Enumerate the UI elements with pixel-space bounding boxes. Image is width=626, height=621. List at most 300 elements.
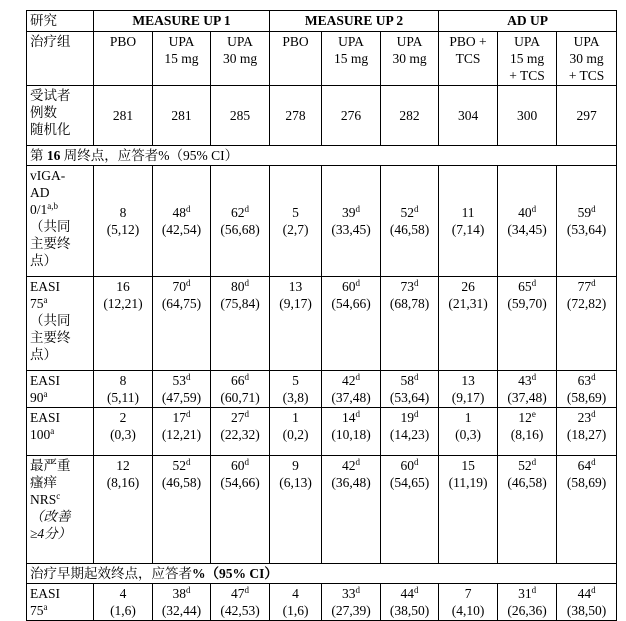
response-rate-cell: [270, 584, 322, 621]
treatment-arm-cell: [270, 32, 322, 86]
response-rate: [214, 585, 266, 602]
confidence-interval: (42,53): [220, 603, 260, 618]
significance-marker: d: [244, 585, 250, 595]
endpoint-label: [27, 456, 94, 564]
confidence-interval: (14,23): [389, 427, 430, 442]
response-percent: 62: [231, 205, 245, 220]
confidence-interval: (1,6): [110, 603, 136, 618]
response-rate: [97, 372, 149, 389]
section-week16-header: [27, 146, 617, 166]
response-rate: [325, 278, 377, 295]
significance-marker: d: [186, 457, 191, 467]
response-rate-cell: [439, 277, 498, 371]
significance-marker: d: [414, 409, 419, 419]
significance-marker: d: [244, 457, 250, 467]
response-rate-cell: [322, 166, 381, 277]
significance-marker: d: [531, 278, 537, 288]
randomized-count-row: [27, 86, 617, 146]
randomized-label-line: 随机化: [30, 122, 71, 137]
confidence-interval: (37,48): [331, 390, 371, 405]
response-rate: [501, 372, 553, 389]
response-rate: [156, 585, 207, 602]
response-rate: [384, 585, 435, 602]
response-percent: 60: [400, 458, 415, 473]
confidence-interval: (54,66): [331, 296, 371, 311]
endpoint-label-text: 最严重: [30, 458, 71, 473]
endpoint-label: [27, 166, 94, 277]
significance-marker: d: [531, 372, 537, 382]
significance-marker: d: [414, 372, 419, 382]
significance-marker: d: [591, 457, 596, 467]
endpoint-label-line: [30, 602, 90, 619]
response-percent: 58: [400, 373, 415, 388]
confidence-interval: (42,54): [161, 222, 202, 237]
confidence-interval: (54,66): [220, 475, 260, 490]
response-percent: 63: [577, 373, 592, 388]
response-rate-cell: [322, 408, 381, 456]
treatment-arm-cell: [153, 32, 211, 86]
significance-marker: d: [531, 457, 537, 467]
response-rate: [384, 204, 435, 221]
confidence-interval: (47,59): [161, 390, 202, 405]
response-rate: [560, 409, 613, 426]
confidence-interval: (56,68): [220, 222, 260, 237]
endpoint-label-line: [30, 389, 90, 406]
endpoint-label-text: EASI: [30, 373, 60, 388]
response-rate: [325, 372, 377, 389]
response-percent: 42: [342, 373, 356, 388]
response-percent: 19: [400, 410, 415, 425]
response-percent: 40: [518, 205, 532, 220]
endpoint-label-line: [30, 167, 90, 184]
response-percent: 26: [461, 279, 475, 294]
response-rate: [214, 372, 266, 389]
endpoint-label-text: EASI: [30, 279, 60, 294]
response-rate-cell: [211, 408, 270, 456]
response-rate-cell: [439, 584, 498, 621]
footnote-marker: a: [50, 426, 55, 436]
response-percent: 13: [461, 373, 475, 388]
confidence-interval: (60,71): [220, 390, 260, 405]
response-rate: [97, 204, 149, 221]
endpoint-note-line: （共同: [30, 219, 71, 234]
response-rate: [560, 278, 613, 295]
footnote-marker: c: [56, 491, 61, 501]
response-rate-cell: [94, 277, 153, 371]
confidence-interval: (54,65): [389, 475, 430, 490]
endpoint-row: [27, 371, 617, 408]
study-measure-up-2: MEASURE UP 2: [270, 11, 439, 32]
randomized-count-cell: 278: [270, 86, 322, 146]
randomized-count-cell: 276: [322, 86, 381, 146]
endpoint-note-line: （共同: [30, 313, 71, 328]
response-rate: [560, 372, 613, 389]
significance-marker: d: [244, 278, 250, 288]
response-rate-cell: [557, 277, 617, 371]
response-percent: 4: [119, 586, 127, 601]
response-percent: 8: [119, 205, 127, 220]
confidence-interval: (8,16): [106, 475, 140, 490]
significance-marker: d: [355, 204, 361, 214]
treatment-arm-cell: [381, 32, 439, 86]
significance-marker: d: [355, 372, 361, 382]
response-percent: 60: [342, 279, 356, 294]
arm-line: PBO: [282, 34, 309, 49]
arm-line: TCS: [455, 51, 481, 66]
endpoint-label-line: [30, 457, 90, 474]
endpoint-note-line: 点）: [30, 347, 57, 362]
response-rate-cell: [153, 166, 211, 277]
response-rate-cell: [439, 371, 498, 408]
confidence-interval: (58,69): [566, 475, 607, 490]
confidence-interval: (9,17): [279, 296, 312, 311]
arm-line: 30 mg: [222, 51, 258, 66]
response-percent: 31: [518, 586, 532, 601]
response-percent: 16: [116, 279, 130, 294]
response-rate-cell: [153, 277, 211, 371]
response-percent: 15: [461, 458, 475, 473]
significance-marker: d: [591, 278, 596, 288]
confidence-interval: (33,45): [331, 222, 371, 237]
endpoint-note-line: 主要终: [30, 330, 71, 345]
endpoint-note-line: 主要终: [30, 236, 71, 251]
treatment-arms-row: [27, 32, 617, 86]
treatment-arm-cell: [498, 32, 557, 86]
confidence-interval: (38,50): [566, 603, 607, 618]
response-rate: [214, 409, 266, 426]
response-rate-cell: [211, 456, 270, 564]
response-percent: 1: [292, 410, 299, 425]
confidence-interval: (36,48): [331, 475, 371, 490]
response-rate: [325, 409, 377, 426]
endpoint-label-line: [30, 426, 90, 443]
endpoint-row: [27, 408, 617, 456]
response-rate-cell: [557, 584, 617, 621]
randomized-count-cell: 300: [498, 86, 557, 146]
response-percent: 1: [464, 410, 472, 425]
response-rate: [442, 409, 494, 426]
section-early-onset-suffix: %（95% CI）: [192, 566, 278, 581]
endpoint-note-line: ≥4分）: [30, 526, 72, 541]
endpoint-label-line: [30, 295, 90, 312]
response-percent: 5: [292, 205, 299, 220]
confidence-interval: (11,19): [448, 475, 488, 490]
confidence-interval: (0,3): [455, 427, 481, 442]
response-rate-cell: [381, 584, 439, 621]
response-percent: 42: [342, 458, 356, 473]
response-rate-cell: [498, 277, 557, 371]
significance-marker: d: [244, 204, 250, 214]
response-rate: [214, 457, 266, 474]
significance-marker: d: [244, 372, 250, 382]
significance-marker: d: [355, 457, 361, 467]
treatment-arm-cell: [557, 32, 617, 86]
endpoint-note-line: 点）: [30, 253, 57, 268]
response-rate: [156, 409, 207, 426]
response-rate: [97, 278, 149, 295]
significance-marker: d: [414, 278, 419, 288]
endpoint-label-text: NRS: [30, 492, 57, 507]
randomized-count-cell: 282: [381, 86, 439, 146]
response-rate-cell: [94, 584, 153, 621]
confidence-interval: (5,12): [106, 222, 140, 237]
endpoint-label-text: EASI: [30, 586, 60, 601]
response-rate: [325, 457, 377, 474]
endpoint-label-text: 100: [30, 427, 51, 442]
endpoint-label-text: 75: [30, 603, 44, 618]
response-percent: 39: [342, 205, 356, 220]
confidence-interval: (72,82): [566, 296, 607, 311]
confidence-interval: (12,21): [161, 427, 202, 442]
confidence-interval: (7,14): [451, 222, 485, 237]
response-percent: 77: [577, 279, 592, 294]
randomized-count-cell: 304: [439, 86, 498, 146]
section-week16-number: 16: [46, 148, 61, 163]
endpoint-label-text: 瘙痒: [30, 475, 57, 490]
arm-line: 15 mg: [333, 51, 369, 66]
response-percent: 11: [461, 205, 475, 220]
endpoint-label-text: AD: [30, 185, 50, 200]
response-rate: [501, 204, 553, 221]
endpoint-label-line: [30, 201, 90, 218]
endpoint-note-line: （改善: [30, 509, 71, 524]
response-rate: [384, 372, 435, 389]
significance-marker: d: [591, 204, 596, 214]
section-week16-suffix: 周终点，应答者%（95% CI）: [60, 148, 239, 163]
endpoint-label-line: [30, 474, 90, 491]
arm-line: + TCS: [509, 68, 545, 83]
response-rate-cell: [381, 408, 439, 456]
response-percent: 59: [577, 205, 592, 220]
response-percent: 44: [400, 586, 415, 601]
response-percent: 52: [400, 205, 415, 220]
response-rate-cell: [439, 456, 498, 564]
endpoint-label: [27, 408, 94, 456]
response-rate-cell: [381, 277, 439, 371]
response-percent: 14: [342, 410, 356, 425]
response-rate: [442, 204, 494, 221]
response-percent: 44: [577, 586, 592, 601]
response-rate: [442, 457, 494, 474]
response-percent: 12: [518, 410, 532, 425]
confidence-interval: (4,10): [451, 603, 485, 618]
response-rate-cell: [211, 277, 270, 371]
response-rate-cell: [498, 456, 557, 564]
significance-marker: d: [591, 372, 596, 382]
confidence-interval: (46,58): [161, 475, 202, 490]
response-rate-cell: [94, 456, 153, 564]
arm-line: UPA: [227, 34, 253, 49]
endpoint-label-text: 90: [30, 390, 44, 405]
response-percent: 64: [577, 458, 592, 473]
response-rate: [97, 585, 149, 602]
response-percent: 13: [288, 279, 303, 294]
response-percent: 80: [231, 279, 245, 294]
significance-marker: d: [355, 278, 361, 288]
endpoint-label-line: [30, 409, 90, 426]
response-percent: 52: [172, 458, 186, 473]
confidence-interval: (22,32): [220, 427, 260, 442]
response-percent: 60: [231, 458, 245, 473]
endpoint-label-text: 0/1: [30, 202, 48, 217]
randomized-label-line: 例数: [30, 105, 57, 120]
arm-line: UPA: [338, 34, 364, 49]
footnote-marker: a,b: [47, 201, 59, 211]
response-rate-cell: [557, 456, 617, 564]
significance-marker: d: [414, 585, 419, 595]
response-percent: 8: [119, 373, 127, 388]
randomized-count-cell: 281: [153, 86, 211, 146]
study-header-row: [27, 11, 617, 32]
response-rate-cell: [322, 456, 381, 564]
confidence-interval: (38,50): [389, 603, 430, 618]
response-rate-cell: [153, 456, 211, 564]
endpoint-row: [27, 166, 617, 277]
confidence-interval: (64,75): [161, 296, 202, 311]
response-rate-cell: [557, 371, 617, 408]
response-rate-cell: [557, 166, 617, 277]
study-ad-up: AD UP: [439, 11, 617, 32]
response-percent: 53: [172, 373, 186, 388]
confidence-interval: (8,16): [510, 427, 544, 442]
arm-line: 15 mg: [509, 51, 545, 66]
randomized-count-cell: 281: [94, 86, 153, 146]
significance-marker: e: [531, 409, 536, 419]
response-rate: [384, 278, 435, 295]
response-percent: 52: [518, 458, 532, 473]
endpoint-row: [27, 277, 617, 371]
response-rate-cell: [153, 371, 211, 408]
response-rate: [97, 457, 149, 474]
confidence-interval: (2,7): [282, 222, 309, 237]
section-early-onset-header: [27, 564, 617, 584]
response-rate-cell: [94, 408, 153, 456]
significance-marker: d: [591, 409, 596, 419]
response-rate-cell: [211, 584, 270, 621]
confidence-interval: (12,21): [103, 296, 143, 311]
randomized-count-cell: 285: [211, 86, 270, 146]
response-rate: [384, 409, 435, 426]
significance-marker: d: [591, 585, 596, 595]
response-rate: [156, 278, 207, 295]
endpoint-label: [27, 277, 94, 371]
treatment-arm-cell: [211, 32, 270, 86]
study-measure-up-1: MEASURE UP 1: [94, 11, 270, 32]
arm-line: UPA: [168, 34, 195, 49]
response-percent: 17: [172, 410, 186, 425]
response-rate-cell: [270, 166, 322, 277]
response-rate: [442, 585, 494, 602]
arms-label: 治疗组: [27, 32, 94, 86]
response-percent: 7: [464, 586, 472, 601]
response-rate: [501, 457, 553, 474]
response-rate-cell: [439, 408, 498, 456]
arm-line: + TCS: [568, 68, 605, 83]
response-rate-cell: [381, 371, 439, 408]
confidence-interval: (53,64): [389, 390, 430, 405]
response-rate: [273, 457, 318, 474]
response-rate-cell: [153, 584, 211, 621]
response-rate: [442, 278, 494, 295]
response-rate: [325, 585, 377, 602]
randomized-label: [27, 86, 94, 146]
response-rate: [560, 585, 613, 602]
response-rate: [501, 409, 553, 426]
significance-marker: d: [531, 585, 537, 595]
confidence-interval: (34,45): [507, 222, 547, 237]
significance-marker: d: [531, 204, 537, 214]
section-early-onset-title: [27, 564, 617, 584]
significance-marker: d: [186, 278, 191, 288]
response-rate: [560, 204, 613, 221]
response-rate: [156, 457, 207, 474]
randomized-count-cell: 297: [557, 86, 617, 146]
section-week16-prefix: 第: [30, 148, 47, 163]
confidence-interval: (5,11): [106, 390, 140, 405]
confidence-interval: (46,58): [389, 222, 430, 237]
response-percent: 43: [518, 373, 532, 388]
response-percent: 73: [400, 279, 415, 294]
arm-line: PBO +: [449, 34, 487, 49]
arm-line: 15 mg: [164, 51, 199, 66]
significance-marker: d: [355, 409, 361, 419]
confidence-interval: (9,17): [451, 390, 485, 405]
endpoint-label-line: [30, 585, 90, 602]
response-rate: [501, 585, 553, 602]
confidence-interval: (10,18): [331, 427, 371, 442]
response-rate: [325, 204, 377, 221]
confidence-interval: (37,48): [507, 390, 547, 405]
response-percent: 66: [231, 373, 245, 388]
response-rate: [560, 457, 613, 474]
response-percent: 65: [518, 279, 532, 294]
response-rate-cell: [94, 166, 153, 277]
significance-marker: d: [186, 372, 191, 382]
response-rate-cell: [322, 584, 381, 621]
response-rate-cell: [270, 371, 322, 408]
response-rate-cell: [270, 408, 322, 456]
confidence-interval: (32,44): [161, 603, 202, 618]
endpoint-label-text: vIGA-: [30, 168, 66, 183]
response-rate: [273, 204, 318, 221]
confidence-interval: (46,58): [507, 475, 547, 490]
endpoint-label-line: [30, 184, 90, 201]
response-rate-cell: [211, 166, 270, 277]
confidence-interval: (0,3): [110, 427, 136, 442]
confidence-interval: (3,8): [282, 390, 309, 405]
response-rate: [214, 204, 266, 221]
endpoint-label-line: [30, 278, 90, 295]
response-percent: 70: [172, 279, 186, 294]
significance-marker: d: [186, 204, 191, 214]
response-rate-cell: [498, 408, 557, 456]
confidence-interval: (1,6): [282, 603, 309, 618]
response-rate-cell: [557, 408, 617, 456]
response-rate-cell: [270, 456, 322, 564]
response-rate: [156, 372, 207, 389]
response-rate-cell: [381, 166, 439, 277]
response-rate: [273, 585, 318, 602]
significance-marker: d: [244, 409, 250, 419]
endpoint-label: [27, 371, 94, 408]
treatment-arm-cell: [322, 32, 381, 86]
response-rate-cell: [322, 277, 381, 371]
confidence-interval: (59,70): [507, 296, 547, 311]
confidence-interval: (0,2): [282, 427, 309, 442]
footnote-marker: a: [43, 602, 48, 612]
response-rate: [273, 278, 318, 295]
footnote-marker: a: [43, 389, 48, 399]
